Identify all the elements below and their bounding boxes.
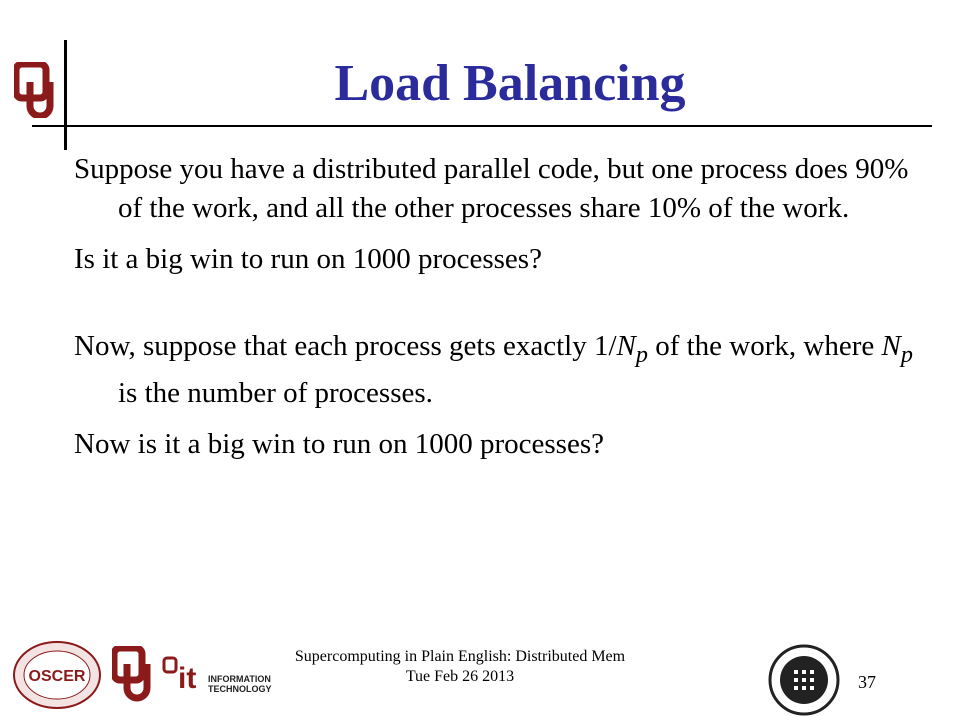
paragraph-4: Now is it a big win to run on 1000 processes? — [74, 427, 604, 460]
header-horizontal-rule — [32, 125, 932, 127]
footer-date: Tue Feb 26 2013 — [405, 668, 515, 685]
ou-footer-logo-icon — [112, 646, 158, 702]
slide-body — [74, 150, 914, 476]
ou-logo-icon — [14, 62, 62, 118]
footer — [240, 647, 680, 687]
supercomputing-seal-icon — [768, 644, 840, 716]
svg-text:INFORMATION: INFORMATION — [208, 674, 271, 684]
slide-title: Load Balancing — [334, 55, 686, 112]
oscer-logo-icon — [12, 640, 102, 710]
paragraph-2: Is it a big win to run on 1000 processes? — [74, 243, 542, 275]
svg-text:TECHNOLOGY: TECHNOLOGY — [208, 684, 272, 694]
svg-text:OSCER: OSCER — [28, 668, 86, 685]
page-number: 37 — [858, 672, 876, 692]
footer-title: Supercomputing in Plain English: Distributed Mem — [294, 648, 626, 665]
paragraph-3: Now, suppose that each process gets exactly $1/N_p$ of the work, where $N_p$ is the number of processes. — [74, 330, 913, 409]
svg-text:it: it — [178, 662, 197, 695]
paragraph-1: Suppose you have a distributed parallel code, but one process does 90% of the work, and all the other processes share 10% of the work. — [74, 153, 909, 224]
